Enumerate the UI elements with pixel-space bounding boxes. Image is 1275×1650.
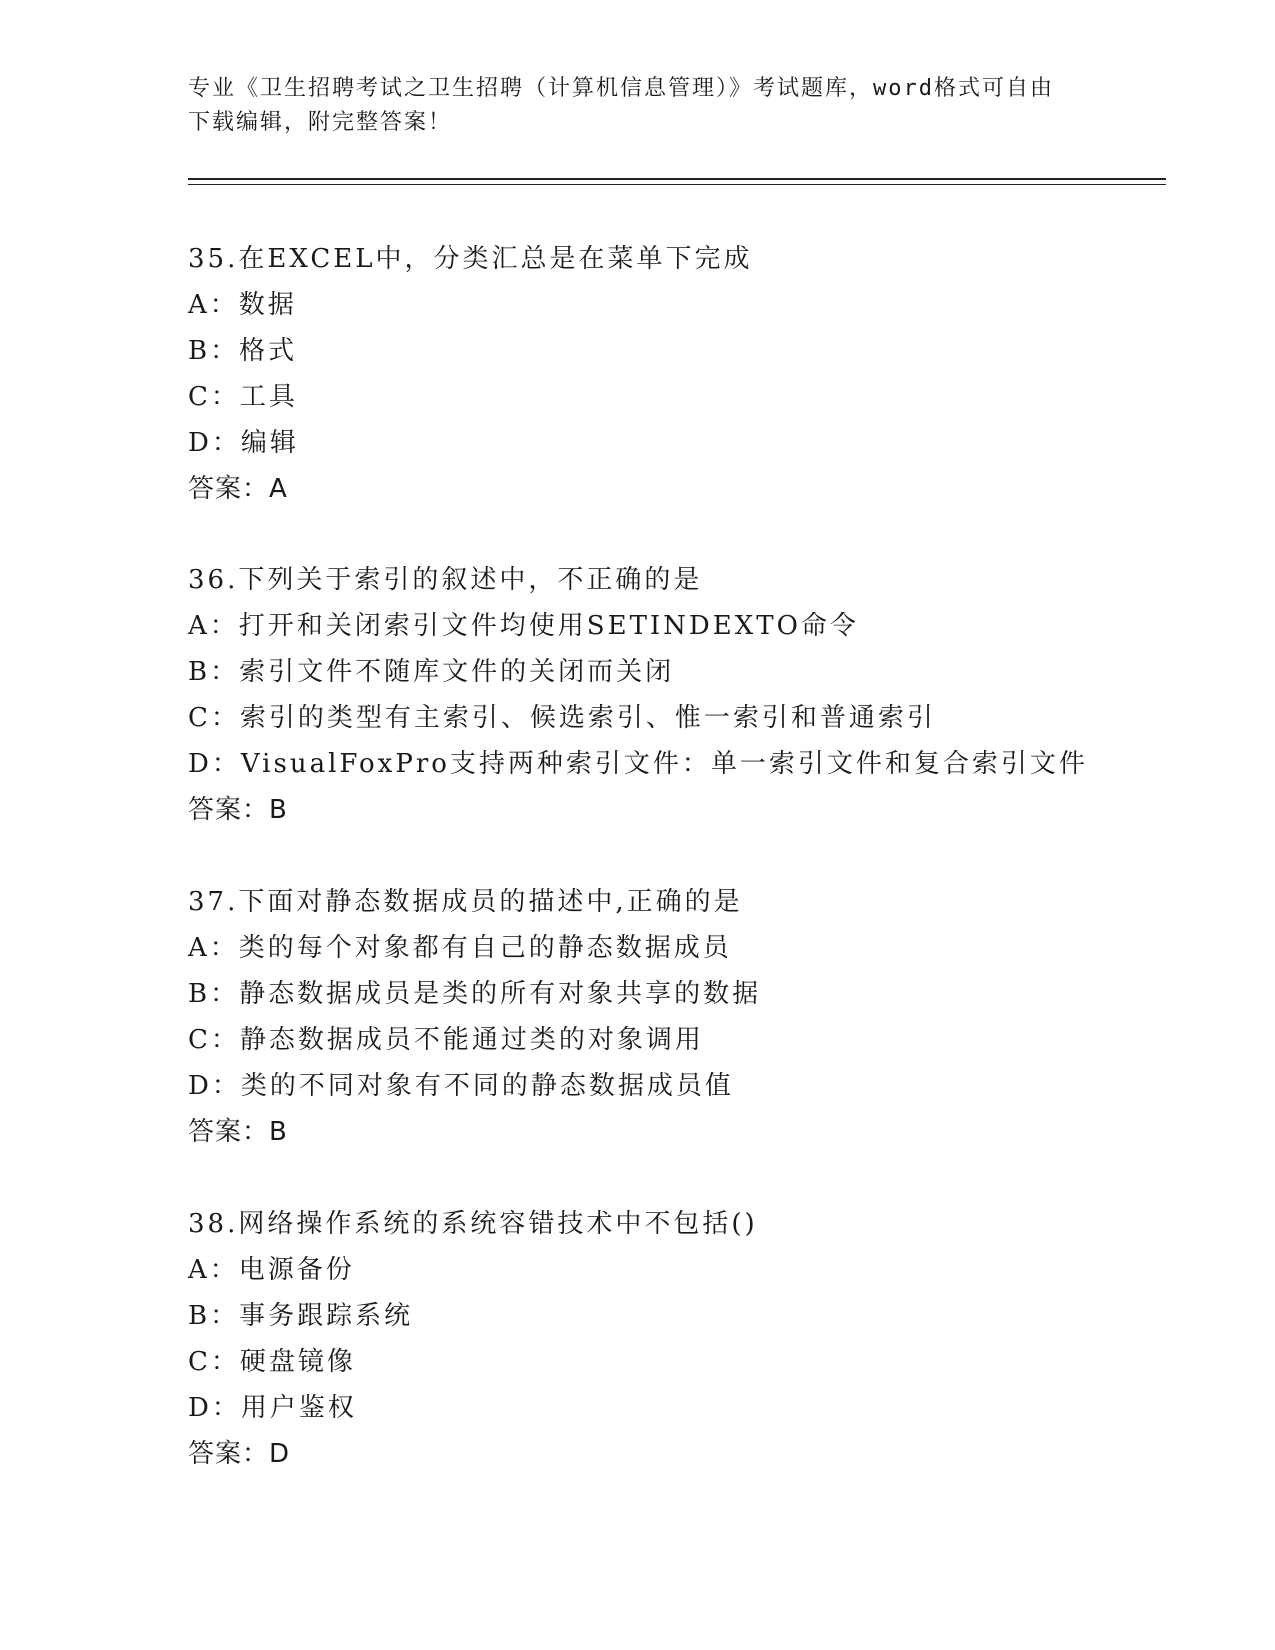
option-d: D：类的不同对象有不同的静态数据成员值	[188, 1071, 734, 1101]
question-block	[188, 1201, 1148, 1477]
option-d: D：编辑	[188, 428, 299, 458]
question-stem: 36.下列关于索引的叙述中，不正确的是	[188, 565, 703, 595]
document-header: 专业《卫生招聘考试之卫生招聘（计算机信息管理）》考试题库，word格式可自由下载编辑，附完整答案！	[188, 76, 1054, 135]
option-c: C：工具	[188, 382, 298, 412]
header-divider-thin	[188, 184, 1166, 185]
answer-line: 答案：B	[188, 1117, 288, 1147]
answer-line: 答案：A	[188, 474, 288, 504]
question-stem: 35.在EXCEL中，分类汇总是在菜单下完成	[188, 244, 753, 274]
question-stem: 37.下面对静态数据成员的描述中,正确的是	[188, 887, 743, 917]
option-a: A：类的每个对象都有自己的静态数据成员	[188, 933, 732, 963]
question-block	[188, 879, 1148, 1155]
option-a: A：电源备份	[188, 1255, 355, 1285]
header-divider-thick	[188, 178, 1166, 180]
option-b: B：索引文件不随库文件的关闭而关闭	[188, 657, 675, 687]
answer-line: 答案：D	[188, 1439, 291, 1469]
option-a: A：数据	[188, 290, 297, 320]
question-block	[188, 236, 1148, 512]
question-block	[188, 557, 1148, 833]
question-stem: 38.网络操作系统的系统容错技术中不包括()	[188, 1209, 758, 1239]
option-b: B：事务跟踪系统	[188, 1301, 414, 1331]
option-b: B：静态数据成员是类的所有对象共享的数据	[188, 979, 762, 1009]
option-b: B：格式	[188, 336, 298, 366]
option-c: C：静态数据成员不能通过类的对象调用	[188, 1025, 704, 1055]
answer-line: 答案：B	[188, 795, 288, 825]
option-a: A：打开和关闭索引文件均使用SETINDEXTO命令	[188, 611, 859, 641]
option-c: C：索引的类型有主索引、候选索引、惟一索引和普通索引	[188, 703, 936, 733]
option-c: C：硬盘镜像	[188, 1347, 356, 1377]
option-d: D：用户鉴权	[188, 1393, 357, 1423]
option-d: D：VisualFoxPro支持两种索引文件：单一索引文件和复合索引文件	[188, 749, 1088, 779]
